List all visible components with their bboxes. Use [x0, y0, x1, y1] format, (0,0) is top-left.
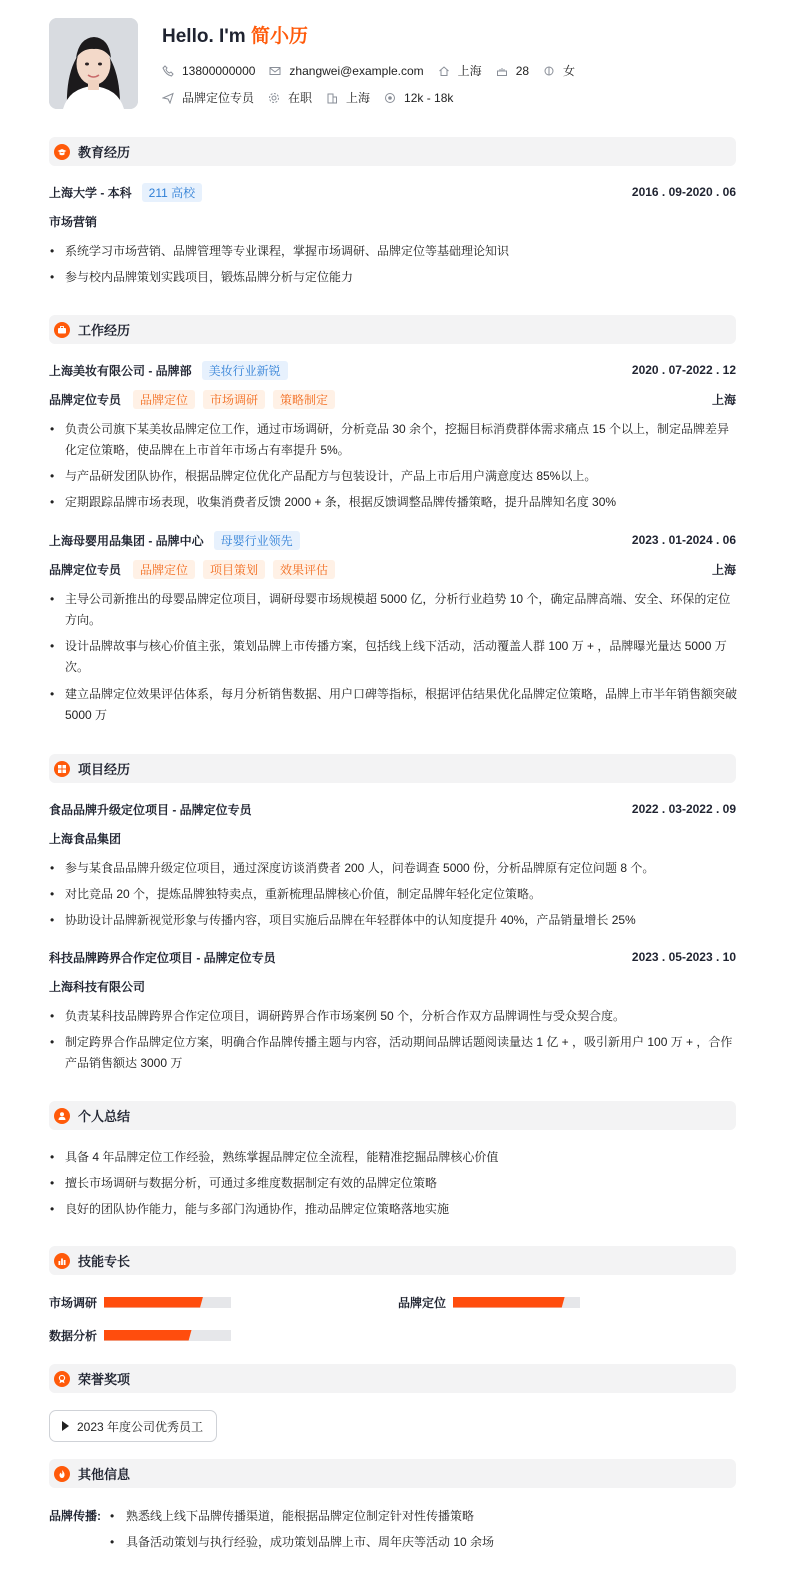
job-intent-row — [162, 89, 467, 106]
flame-icon — [54, 1466, 70, 1482]
list-item: • 具备 4 年品牌定位工作经验，熟练掌握品牌定位全流程，能精准挖掘品牌核心价值 — [49, 1147, 739, 1168]
candidate-name: 简小历 — [250, 26, 308, 47]
project-org-row — [49, 829, 736, 847]
gear-icon — [268, 92, 280, 104]
section-work — [49, 315, 736, 344]
work-date: 2020 . 07-2022 . 12 — [631, 363, 736, 377]
major: 市场营销 — [49, 214, 98, 229]
section-projects — [49, 754, 736, 783]
list-item: • 对比竞品 20 个，提炼品牌独特卖点，重新梳理品牌核心价值，制定品牌年轻化定位策略。 — [49, 884, 739, 905]
skill-tag: 市场调研 — [203, 390, 265, 409]
major-row — [49, 212, 736, 230]
skill-bar — [104, 1297, 231, 1308]
skill-name: 数据分析 — [49, 1328, 98, 1343]
skill-tag: 策略制定 — [273, 390, 335, 409]
section-title: 项目经历 — [78, 762, 131, 777]
salary-info: 12k - 18k — [384, 91, 453, 105]
gender-icon — [543, 65, 555, 77]
award-label: 2023 年度公司优秀员工 — [77, 1419, 204, 1434]
section-title: 工作经历 — [78, 323, 131, 338]
user-icon — [54, 1108, 70, 1124]
section-title: 其他信息 — [78, 1467, 131, 1482]
work-header — [49, 531, 736, 549]
section-title: 个人总结 — [78, 1109, 131, 1124]
phone-icon — [162, 65, 174, 77]
project-org: 上海科技有限公司 — [49, 979, 146, 994]
list-item: • 擅长市场调研与数据分析，可通过多维度数据制定有效的品牌定位策略 — [49, 1173, 739, 1194]
skill-tag: 品牌定位 — [133, 560, 195, 579]
skill-tag: 品牌定位 — [133, 390, 195, 409]
section-title: 技能专长 — [78, 1254, 131, 1269]
list-item: • 良好的团队协作能力，能与多部门沟通协作，推动品牌定位策略落地实施 — [49, 1199, 739, 1220]
list-item: • 协助设计品牌新视觉形象与传播内容，项目实施后品牌在年轻群体中的认知度提升 40%，产品销量增长 25% — [49, 910, 739, 931]
company-tag: 美妆行业新锐 — [202, 361, 288, 380]
list-item: • 设计品牌故事与核心价值主张，策划品牌上市传播方案，包括线上线下活动，活动覆盖人群 100 万 + ，品牌曝光量达 5000 万次。 — [49, 636, 739, 678]
skill-bar — [453, 1297, 580, 1308]
project-title: 食品品牌升级定位项目 - 品牌定位专员 — [49, 802, 252, 817]
skill-bar — [104, 1330, 231, 1341]
grid-icon — [54, 761, 70, 777]
other-label: 品牌传播: — [49, 1509, 101, 1523]
graduation-cap-icon — [54, 144, 70, 160]
coin-icon — [384, 92, 396, 104]
work-header — [49, 361, 736, 379]
skill-name: 市场调研 — [49, 1295, 98, 1310]
award-icon — [54, 1371, 70, 1387]
avatar — [49, 18, 138, 109]
role-title: 品牌定位专员 — [49, 392, 122, 407]
phone-info: 13800000000 — [162, 64, 255, 78]
email-info: zhangwei@example.com — [269, 64, 423, 78]
project-org-row — [49, 977, 736, 995]
greeting-title: Hello. I'm 简小历 — [162, 26, 308, 47]
list-item: • 建立品牌定位效果评估体系，每月分析销售数据、用户口碑等指标，根据评估结果优化品牌定位策略，品牌上市半年销售额突破 5000 万 — [49, 684, 739, 726]
list-item: • 系统学习市场营销、品牌管理等专业课程，掌握市场调研、品牌定位等基础理论知识 — [49, 241, 739, 262]
education-date: 2016 . 09-2020 . 06 — [631, 185, 736, 199]
section-title: 教育经历 — [78, 145, 131, 160]
skill-item — [49, 1328, 231, 1342]
project-org: 上海食品集团 — [49, 831, 122, 846]
position-info: 品牌定位专员 — [162, 89, 254, 106]
bar-chart-icon — [54, 1253, 70, 1269]
role-row — [49, 560, 736, 578]
briefcase-icon — [54, 322, 70, 338]
list-item: • 熟悉线上线下品牌传播渠道，能根据品牌定位制定针对性传播策略 — [110, 1507, 474, 1525]
age-info: 28 — [496, 64, 529, 78]
role-title: 品牌定位专员 — [49, 562, 122, 577]
skill-tag: 效果评估 — [273, 560, 335, 579]
list-item: • 制定跨界合作品牌定位方案，明确合作品牌传播主题与内容，活动期间品牌话题阅读量达 1 亿 + ，吸引新用户 100 万 + ，合作产品销售额达 3000 万 — [49, 1032, 739, 1074]
list-item: • 负责某科技品牌跨界合作定位项目，调研跨界合作市场案例 50 个，分析合作双方品牌调性与受众契合度。 — [49, 1006, 739, 1027]
profile-header — [49, 18, 739, 110]
project-title: 科技品牌跨界合作定位项目 - 品牌定位专员 — [49, 950, 276, 965]
section-summary — [49, 1101, 736, 1130]
skill-bar-fill — [104, 1297, 203, 1308]
send-icon — [162, 92, 174, 104]
section-education — [49, 137, 736, 166]
company-tag: 母婴行业领先 — [214, 531, 300, 550]
list-item: • 定期跟踪品牌市场表现，收集消费者反馈 2000 + 条，根据反馈调整品牌传播策略，提升品牌知名度 30% — [49, 492, 739, 513]
work-city-info: 上海 — [326, 89, 370, 106]
project-header — [49, 800, 736, 818]
skill-item — [398, 1295, 580, 1309]
skill-bar-fill — [104, 1330, 192, 1341]
section-other — [49, 1459, 736, 1488]
section-title: 荣誉奖项 — [78, 1372, 131, 1387]
home-icon — [438, 65, 450, 77]
cake-icon — [496, 65, 508, 77]
work-location: 上海 — [711, 392, 736, 407]
status-info: 在职 — [268, 89, 312, 106]
company-name: 上海美妆有限公司 - 品牌部 — [49, 363, 192, 378]
contact-row — [162, 62, 589, 79]
school-tag: 211 高校 — [142, 183, 202, 202]
project-date: 2023 . 05-2023 . 10 — [631, 950, 736, 964]
skill-tag: 项目策划 — [203, 560, 265, 579]
award-item[interactable] — [49, 1410, 217, 1442]
list-item: • 负责公司旗下某美妆品牌定位工作，通过市场调研，分析竞品 30 余个，挖掘目标消费群体需求痛点 15 个以上，制定品牌差异化定位策略，使品牌在上市首年市场占有率提升 5%。 — [49, 419, 739, 461]
work-date: 2023 . 01-2024 . 06 — [631, 533, 736, 547]
work-location: 上海 — [711, 562, 736, 577]
school-name: 上海大学 - 本科 — [49, 185, 132, 200]
skill-item — [49, 1295, 231, 1309]
play-icon — [62, 1421, 69, 1431]
project-header — [49, 948, 736, 966]
list-item: • 主导公司新推出的母婴品牌定位项目，调研母婴市场规模超 5000 亿，分析行业趋势 10 个，确定品牌高端、安全、环保的定位方向。 — [49, 589, 739, 631]
mail-icon — [269, 65, 281, 77]
section-skills — [49, 1246, 736, 1275]
list-item: • 参与某食品品牌升级定位项目，通过深度访谈消费者 200 人，问卷调查 5000 份，分析品牌原有定位问题 8 个。 — [49, 858, 739, 879]
list-item: • 参与校内品牌策划实践项目，锻炼品牌分析与定位能力 — [49, 267, 739, 288]
building-icon — [326, 92, 338, 104]
section-awards — [49, 1364, 736, 1393]
company-name: 上海母婴用品集团 - 品牌中心 — [49, 533, 204, 548]
education-header — [49, 183, 736, 201]
list-item: • 与产品研发团队协作，根据品牌定位优化产品配方与包装设计，产品上市后用户满意度达 85%以上。 — [49, 466, 739, 487]
list-item: • 具备活动策划与执行经验，成功策划品牌上市、周年庆等活动 10 余场 — [110, 1533, 494, 1551]
project-date: 2022 . 03-2022 . 09 — [631, 802, 736, 816]
city-info: 上海 — [438, 62, 482, 79]
gender-info: 女 — [543, 62, 575, 79]
role-row — [49, 390, 736, 408]
skill-bar-fill — [453, 1297, 565, 1308]
skill-name: 品牌定位 — [398, 1295, 447, 1310]
